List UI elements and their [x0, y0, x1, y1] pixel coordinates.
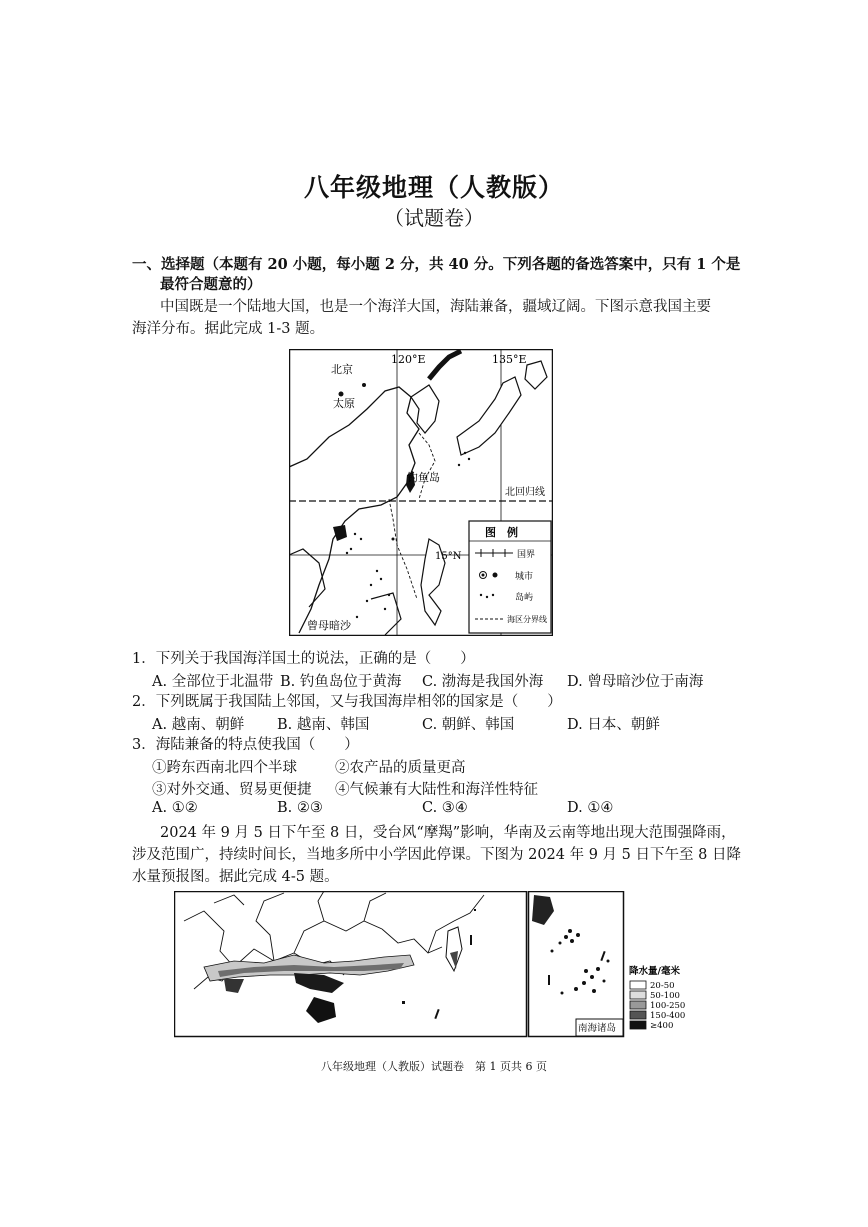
question-3-statement-1: ①跨东西南北四个半球 [152, 760, 297, 776]
legend-island: 岛屿 [515, 593, 534, 603]
intro-text: 中国既是一个陆地大国，也是一个海洋大国，海陆兼备，疆域辽阔。下图示意我国主要 [160, 299, 711, 315]
legend-sea-boundary: 海区分界线 [507, 615, 547, 624]
label-tropic: 北回归线 [505, 487, 545, 498]
question-3-statement-3: ③对外交通、贸易更便捷 [152, 782, 312, 798]
label-beijing: 北京 [331, 363, 353, 376]
precip-legend-item-3: 100-250 [650, 1001, 686, 1011]
precip-legend-item-4: 150-400 [650, 1011, 686, 1021]
intro-text-cont: 海洋分布。据此完成 1-3 题。 [132, 321, 325, 337]
question-2-option-d: D. 日本、朝鲜 [567, 717, 660, 733]
passage-2-text: 2024 年 9 月 5 日下午至 8 日，受台风“摩羯”影响，华南及云南等地出现大范围强降雨， [160, 825, 736, 841]
question-3-option-c: C. ③④ [422, 800, 468, 816]
question-2-option-a: A. 越南、朝鲜 [152, 717, 245, 733]
page-subtitle: （试题卷） [384, 206, 484, 230]
china-sea-map [289, 349, 553, 636]
label-diaoyu: 钓鱼岛 [407, 471, 440, 484]
question-2-stem: 2．下列既属于我国陆上邻国，又与我国海岸相邻的国家是（ ） [132, 694, 562, 710]
legend-title: 图 例 [485, 526, 518, 539]
question-1-option-b: B. 钓鱼岛位于黄海 [280, 674, 402, 690]
question-1-option-d: D. 曾母暗沙位于南海 [567, 674, 704, 690]
label-lat15: 15°N [435, 551, 462, 562]
question-3-option-b: B. ②③ [277, 800, 323, 816]
label-lon120: 120°E [391, 353, 426, 366]
label-zengmu: 曾母暗沙 [307, 619, 351, 632]
label-lon135: 135°E [492, 353, 527, 366]
question-2-option-b: B. 越南、韩国 [277, 717, 370, 733]
question-3-statement-2: ②农产品的质量更高 [335, 760, 466, 776]
page-footer: 八年级地理（人教版）试题卷 第 1 页共 6 页 [321, 1060, 547, 1073]
page-title: 八年级地理（人教版） [303, 173, 564, 202]
section-heading: 一、选择题（本题有 20 小题，每小题 2 分，共 40 分。下列各题的备选答案中，只有 1 个是 [132, 256, 741, 273]
section-heading-cont: 最符合题意的） [160, 276, 262, 293]
precip-legend-item-2: 50-100 [650, 991, 680, 1001]
legend-city: 城市 [515, 572, 534, 582]
precip-legend-item-1: 20-50 [650, 981, 675, 991]
question-1-option-c: C. 渤海是我国外海 [422, 674, 544, 690]
inset-label: 南海诸岛 [578, 1023, 617, 1034]
passage-2-text-end: 水量预报图。据此完成 4-5 题。 [132, 869, 339, 885]
question-3-statement-4: ④气候兼有大陆性和海洋性特征 [335, 782, 538, 798]
question-3-option-a: A. ①② [152, 800, 198, 816]
precip-legend-title: 降水量/毫米 [629, 966, 680, 977]
question-1-stem: 1．下列关于我国海洋国土的说法，正确的是（ ） [132, 651, 475, 667]
map-legend [469, 521, 551, 633]
question-3-option-d: D. ①④ [567, 800, 614, 816]
precip-legend [629, 965, 685, 1031]
precip-legend-item-5: ≥400 [650, 1021, 674, 1031]
question-3-stem: 3．海陆兼备的特点使我国（ ） [132, 737, 359, 753]
passage-2-text-cont: 涉及范围广，持续时间长，当地多所中小学因此停课。下图为 2024 年 9 月 5 日下午至 8 日降 [132, 847, 741, 863]
question-1-option-a: A. 全部位于北温带 [152, 674, 274, 690]
question-2-option-c: C. 朝鲜、韩国 [422, 717, 515, 733]
label-taiyuan: 太原 [333, 397, 355, 410]
precipitation-map [174, 891, 704, 1039]
legend-border: 国界 [517, 550, 536, 560]
